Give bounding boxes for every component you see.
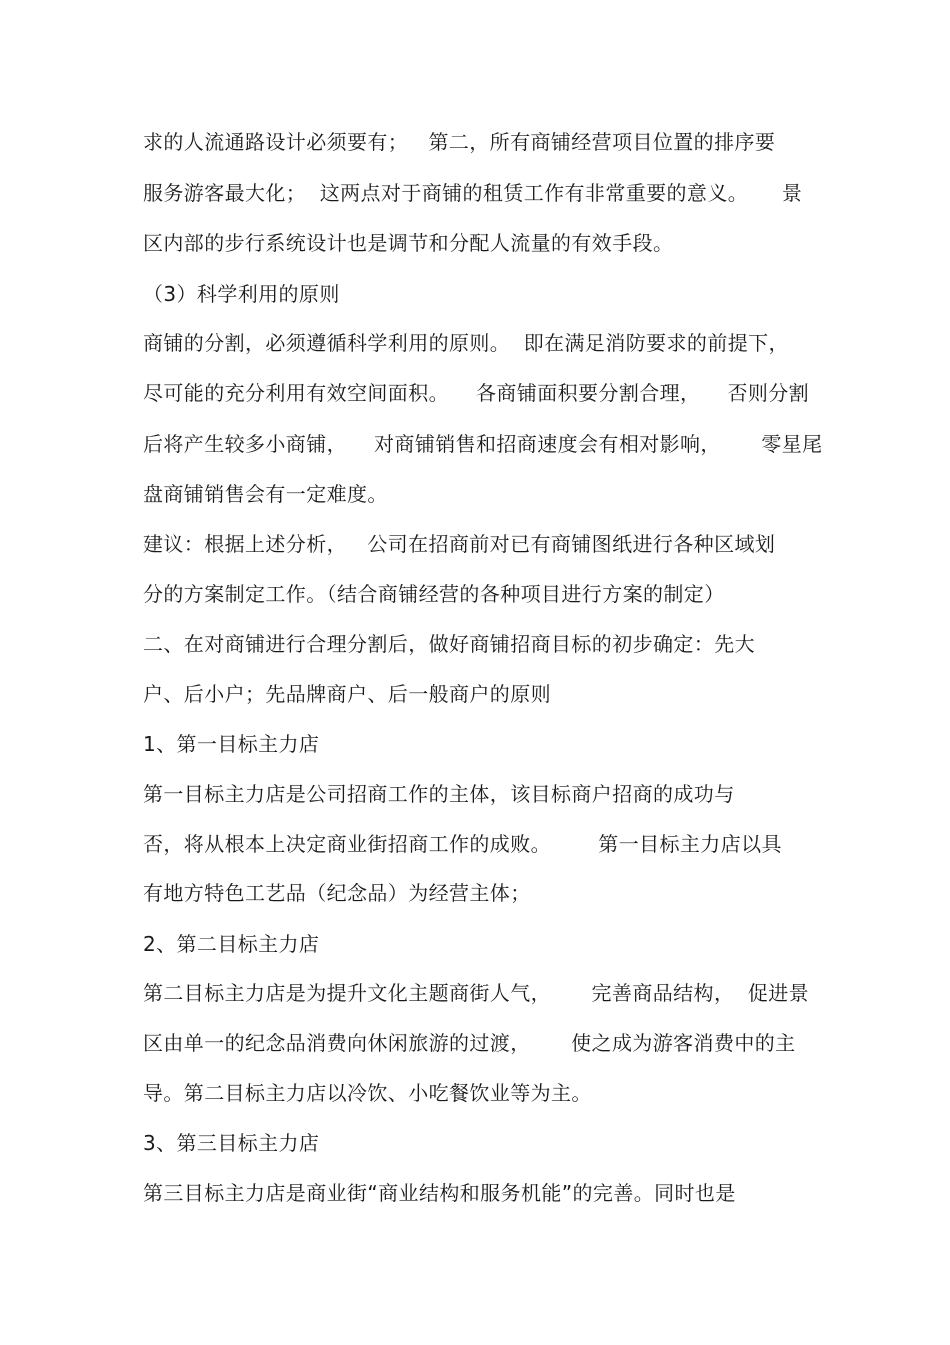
section-heading: 二、在对商铺进行合理分割后，做好商铺招商目标的初步确定：先大 [143,632,755,656]
text-line: 户、后小户；先品牌商户、后一般商户的原则 [143,682,551,706]
text-line: 区内部的步行系统设计也是调节和分配人流量的有效手段。 [143,231,674,255]
text-line: 后将产生较多小商铺， 对商铺销售和招商速度会有相对影响， 零星尾 [143,432,823,456]
text-line: 区由单一的纪念品消费向休闲旅游的过渡， 使之成为游客消费中的主 [143,1031,796,1055]
text-line: 服务游客最大化； 这两点对于商铺的租赁工作有非常重要的意义。 景 [143,181,803,205]
subsection-heading: 3、第三目标主力店 [143,1131,320,1155]
text-line: 盘商铺销售会有一定难度。 [143,482,388,506]
text-line: 尽可能的充分利用有效空间面积。 各商铺面积要分割合理， 否则分割 [143,381,810,405]
text-line: 第二目标主力店是为提升文化主题商街人气， 完善商品结构， 促进景 [143,981,810,1005]
text-line: 商铺的分割，必须遵循科学利用的原则。 即在满足消防要求的前提下， [143,331,789,355]
subsection-heading: 1、第一目标主力店 [143,732,320,756]
section-heading: （3）科学利用的原则 [143,282,340,306]
text-line: 建议：根据上述分析， 公司在招商前对已有商铺图纸进行各种区域划 [143,532,776,556]
subsection-heading: 2、第二目标主力店 [143,932,320,956]
text-line: 导。第二目标主力店以冷饮、小吃餐饮业等为主。 [143,1081,592,1105]
text-line: 求的人流通路设计必须要有； 第二，所有商铺经营项目位置的排序要 [143,130,776,154]
text-line: 第三目标主力店是商业街“商业结构和服务机能”的完善。同时也是 [143,1181,736,1205]
text-line: 分的方案制定工作。（结合商铺经营的各种项目进行方案的制定） [143,582,725,606]
text-line: 有地方特色工艺品（纪念品）为经营主体； [143,881,531,905]
text-line: 第一目标主力店是公司招商工作的主体，该目标商户招商的成功与 [143,782,735,806]
text-line: 否，将从根本上决定商业街招商工作的成败。 第一目标主力店以具 [143,832,782,856]
